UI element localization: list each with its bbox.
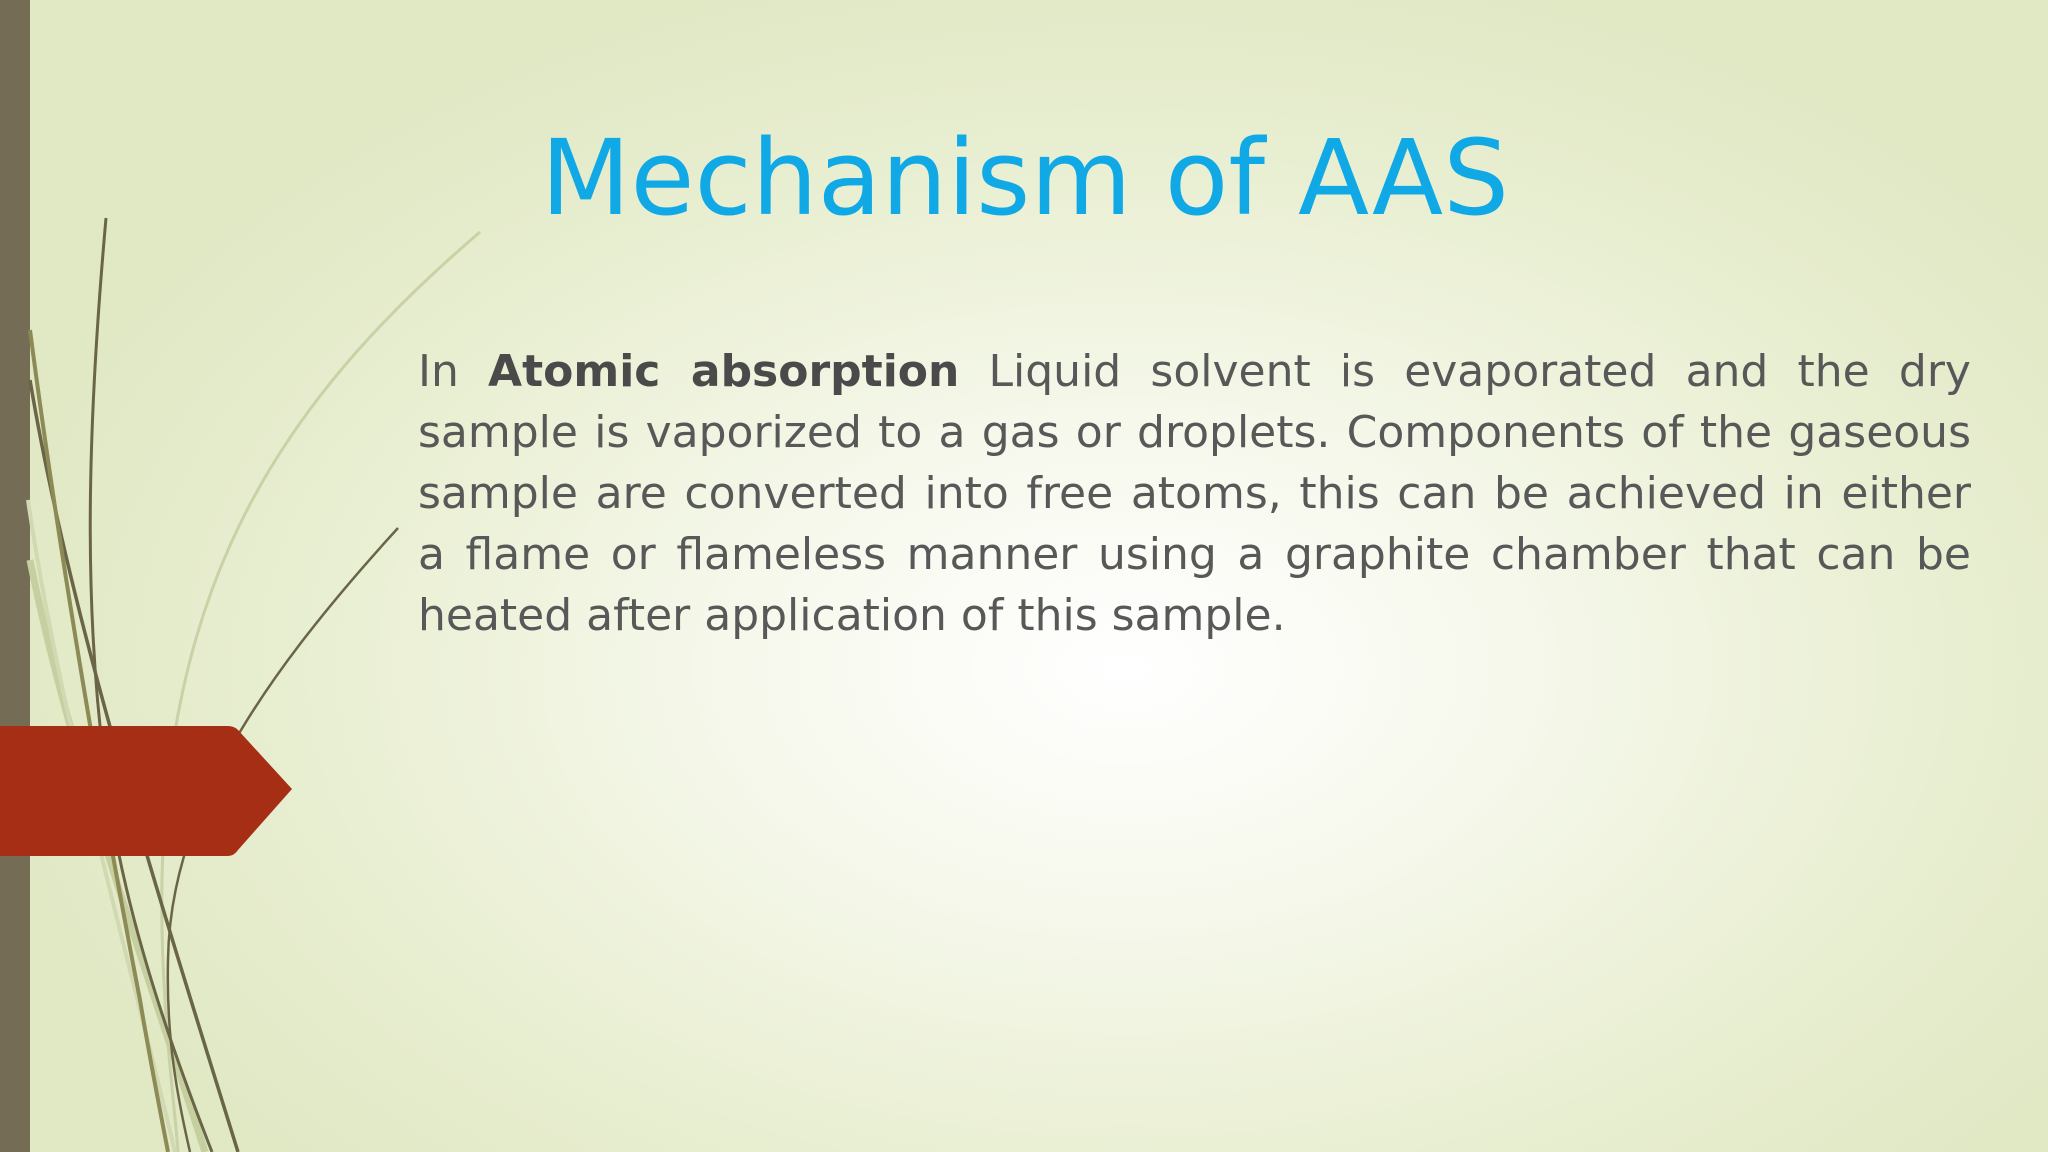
- slide-title: Mechanism of AAS: [540, 117, 1510, 239]
- body-paragraph: [418, 341, 1971, 646]
- paragraph-rest: Liquid solvent is evaporated and the dry sample is vaporized to a gas or droplets. Components of the gaseous sample are converted into free atoms, this can be achieved in either a flame or flameless manner using a graphite chamber that can be heated after application of this sample.: [418, 346, 1971, 641]
- paragraph-lead: In: [418, 346, 459, 397]
- paragraph-bold-term: Atomic absorption: [488, 346, 960, 397]
